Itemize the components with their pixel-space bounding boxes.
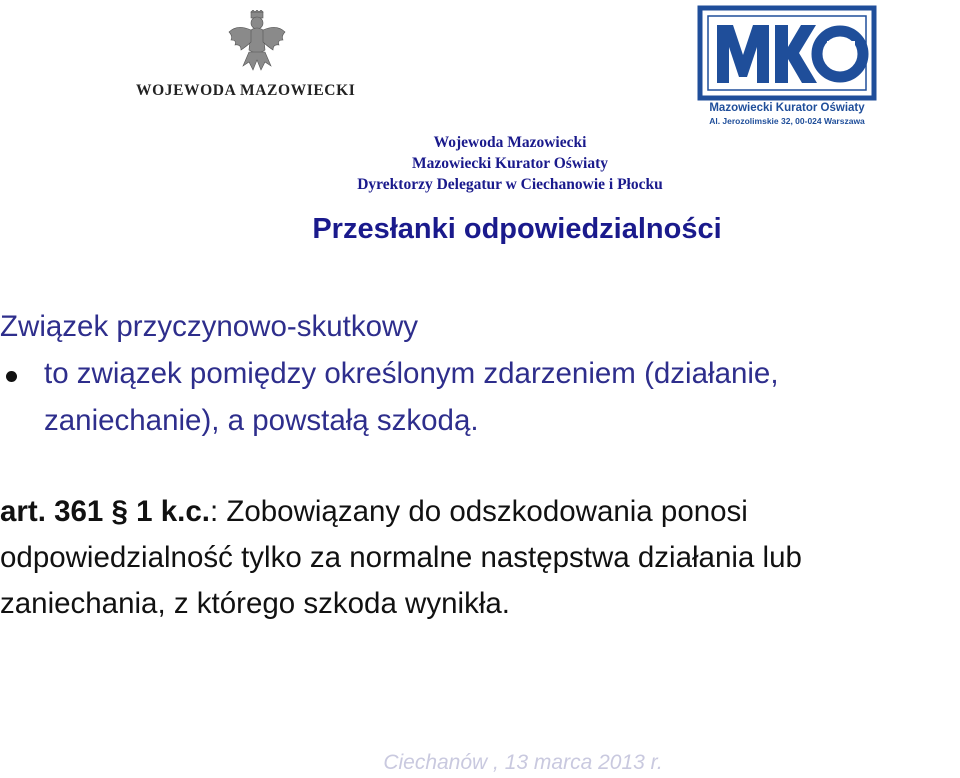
header-line-wojewoda: Wojewoda Mazowiecki [433, 134, 587, 151]
footer-place-date: Ciechanów , 13 marca 2013 r. [383, 751, 663, 774]
wojewoda-logo-text: WOJEWODA MAZOWIECKI [136, 82, 356, 99]
institution-header [270, 132, 750, 195]
bullet-dot-icon [6, 371, 17, 382]
slide-title: Przesłanki odpowiedzialności [312, 213, 722, 245]
mko-logo-icon [697, 5, 877, 101]
wojewoda-logo [130, 10, 390, 105]
header-line-kurator: Mazowiecki Kurator Oświaty [411, 155, 608, 172]
mko-logo-address: Al. Jerozolimskie 32, 00-024 Warszawa [709, 116, 865, 126]
bullet-text-line2: zaniechanie), a powstałą szkodą. [44, 404, 479, 437]
section-heading: Związek przyczynowo-skutkowy [0, 310, 419, 343]
article-text-line3: zaniechania, z którego szkoda wynikła. [0, 587, 510, 620]
eagle-emblem-icon [227, 10, 287, 72]
header-line-dyrektorzy: Dyrektorzy Delegatur w Ciechanowie i Płocku [357, 176, 663, 193]
article-reference: art. 361 § 1 k.c. [0, 495, 210, 528]
article-text-line2: odpowiedzialność tylko za normalne następstwa działania lub [0, 541, 802, 574]
bullet-text-line1: to związek pomiędzy określonym zdarzeniem (działanie, [44, 357, 779, 390]
mko-logo [697, 5, 877, 127]
article-text-line1 [0, 495, 748, 529]
article-text-line1-rest: : Zobowiązany do odszkodowania ponosi [209, 495, 748, 528]
mko-logo-name: Mazowiecki Kurator Oświaty [709, 102, 865, 114]
